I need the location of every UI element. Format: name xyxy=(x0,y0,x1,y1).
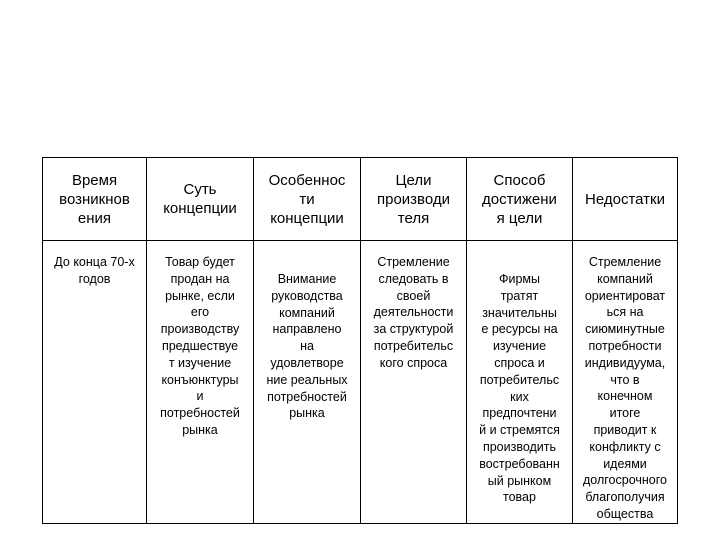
cell-concept-essence xyxy=(147,241,254,524)
header-concept-features-label: Особеннос ти концепции xyxy=(268,171,346,227)
header-producer-goals xyxy=(361,158,467,241)
header-concept-essence-label: Суть концепции xyxy=(163,181,237,217)
header-method-of-achievement-label: Способ достижени я цели xyxy=(482,171,557,227)
header-method-of-achievement xyxy=(467,158,573,241)
header-concept-essence xyxy=(147,158,254,241)
header-drawbacks xyxy=(573,158,678,241)
header-concept-features xyxy=(254,158,361,241)
cell-concept-features xyxy=(254,241,361,524)
cell-producer-goals-text: Стремление следовать в своей деятельности за структурой потребительс кого спроса xyxy=(373,255,454,370)
cell-concept-features-text: Внимание руководства компаний направлено на удовлетворе ние реальных потребностей рынка xyxy=(266,272,348,421)
cell-method-of-achievement-text: Фирмы тратят значительны е ресурсы на изучение спроса и потребительс ких предпочтени й и стремятся производить востребованн ый рынком товар xyxy=(479,272,560,505)
cell-method-of-achievement xyxy=(467,241,573,524)
header-time-of-origin-label: Время возникнов ения xyxy=(59,171,130,227)
cell-drawbacks xyxy=(573,241,678,524)
cell-drawbacks-text: Стремление компаний ориентироват ься на сиюминутные потребности индивидуума, что в конечном итоге приводит к конфликту с идеями долгосрочного благополучия общества xyxy=(583,255,667,521)
cell-time-of-origin-text: До конца 70-х годов xyxy=(54,255,135,286)
header-drawbacks-label: Недостатки xyxy=(585,190,665,208)
header-producer-goals-label: Цели производи теля xyxy=(376,171,450,227)
cell-concept-essence-text: Товар будет продан на рынке, если его производству предшествуе т изучение конъюнктуры и потребностей рынка xyxy=(160,255,240,437)
header-time-of-origin xyxy=(43,158,147,241)
concept-table xyxy=(42,157,678,524)
table-row xyxy=(43,241,678,524)
table-header-row xyxy=(43,158,678,241)
cell-time-of-origin xyxy=(43,241,147,524)
cell-producer-goals xyxy=(361,241,467,524)
